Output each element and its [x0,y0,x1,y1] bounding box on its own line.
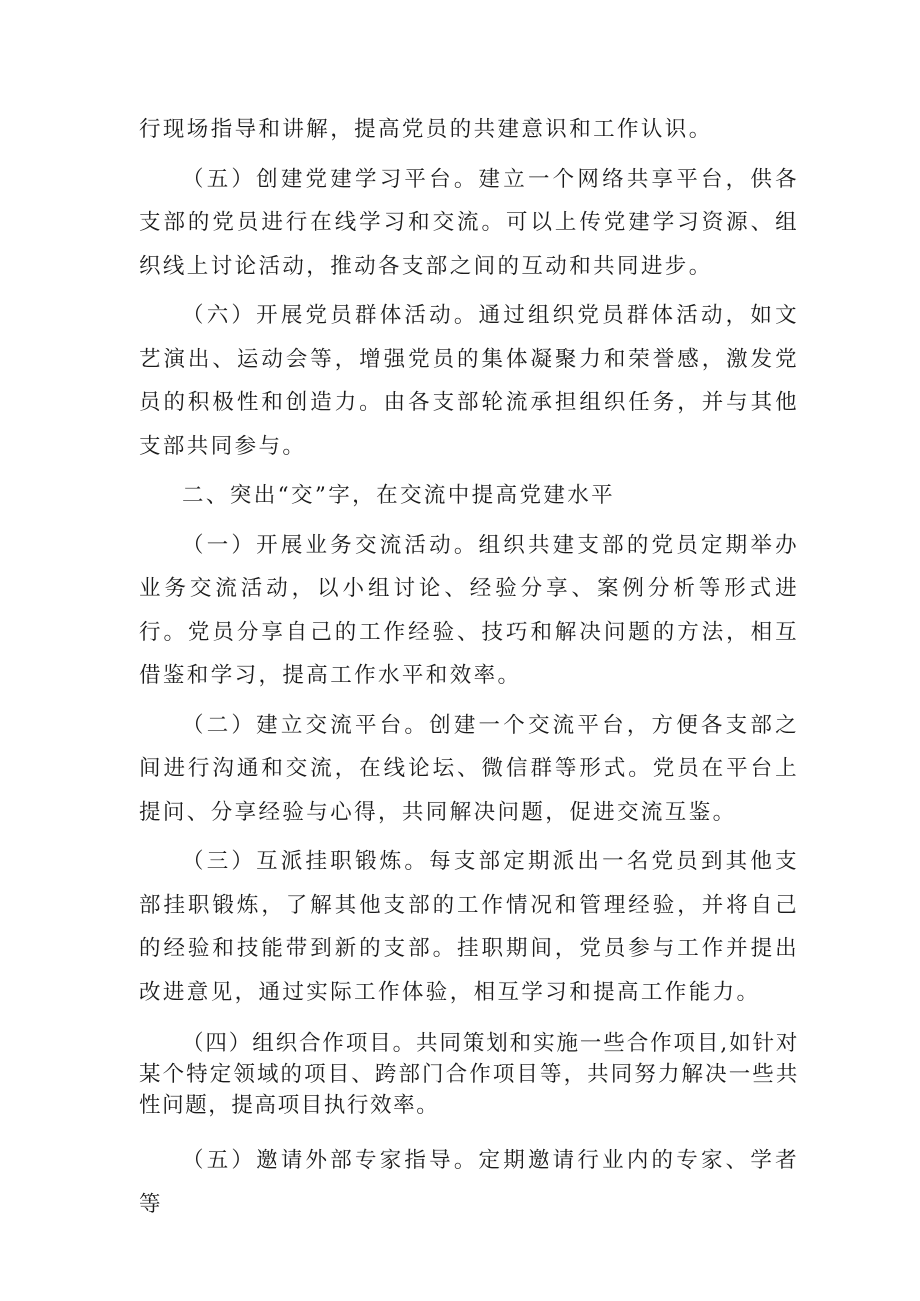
paragraph-group-activities: （六）开展党员群体活动。通过组织党员群体活动，如文艺演出、运动会等，增强党员的集体凝聚力和荣誉感，激发党员的积极性和创造力。由各支部轮流承担组织任务，并与其他支部共同参与。 [139,303,799,459]
paragraph-create-learning-platform: （五）创建党建学习平台。建立一个网络共享平台，供各支部的党员进行在线学习和交流。可以上传党建学习资源、组织线上讨论活动，推动各支部之间的互动和共同进步。 [139,166,799,279]
document-page [139,108,799,1226]
paragraph-exchange-platform: （二）建立交流平台。创建一个交流平台，方便各支部之间进行沟通和交流，在线论坛、微信群等形式。党员在平台上提问、分享经验与心得，共同解决问题，促进交流互鉴。 [139,712,799,825]
paragraph-cooperation-projects: （四）组织合作项目。共同策划和实施一些合作项目,如针对某个特定领域的项目、跨部门合作项目等，共同努力解决一些共性问题，提高项目执行效率。 [139,1031,799,1118]
paragraph-continuation: 行现场指导和讲解，提高党员的共建意识和工作认识。 [139,117,713,142]
section-heading-exchange: 二、突出“交”字，在交流中提高党建水平 [182,483,616,508]
paragraph-business-exchange: （一）开展业务交流活动。组织共建支部的党员定期举办业务交流活动，以小组讨论、经验分享、案例分析等形式进行。党员分享自己的工作经验、技巧和解决问题的方法，相互借鉴和学习，提高工作水平和效率。 [139,532,799,688]
paragraph-secondment: （三）互派挂职锻炼。每支部定期派出一名党员到其他支部挂职锻炼，了解其他支部的工作情况和管理经验，并将自己的经验和技能带到新的支部。挂职期间，党员参与工作并提出改进意见，通过实际工作体验，相互学习和提高工作能力。 [139,849,799,1005]
paragraph-external-experts: （五）邀请外部专家指导。定期邀请行业内的专家、学者等 [139,1148,799,1217]
